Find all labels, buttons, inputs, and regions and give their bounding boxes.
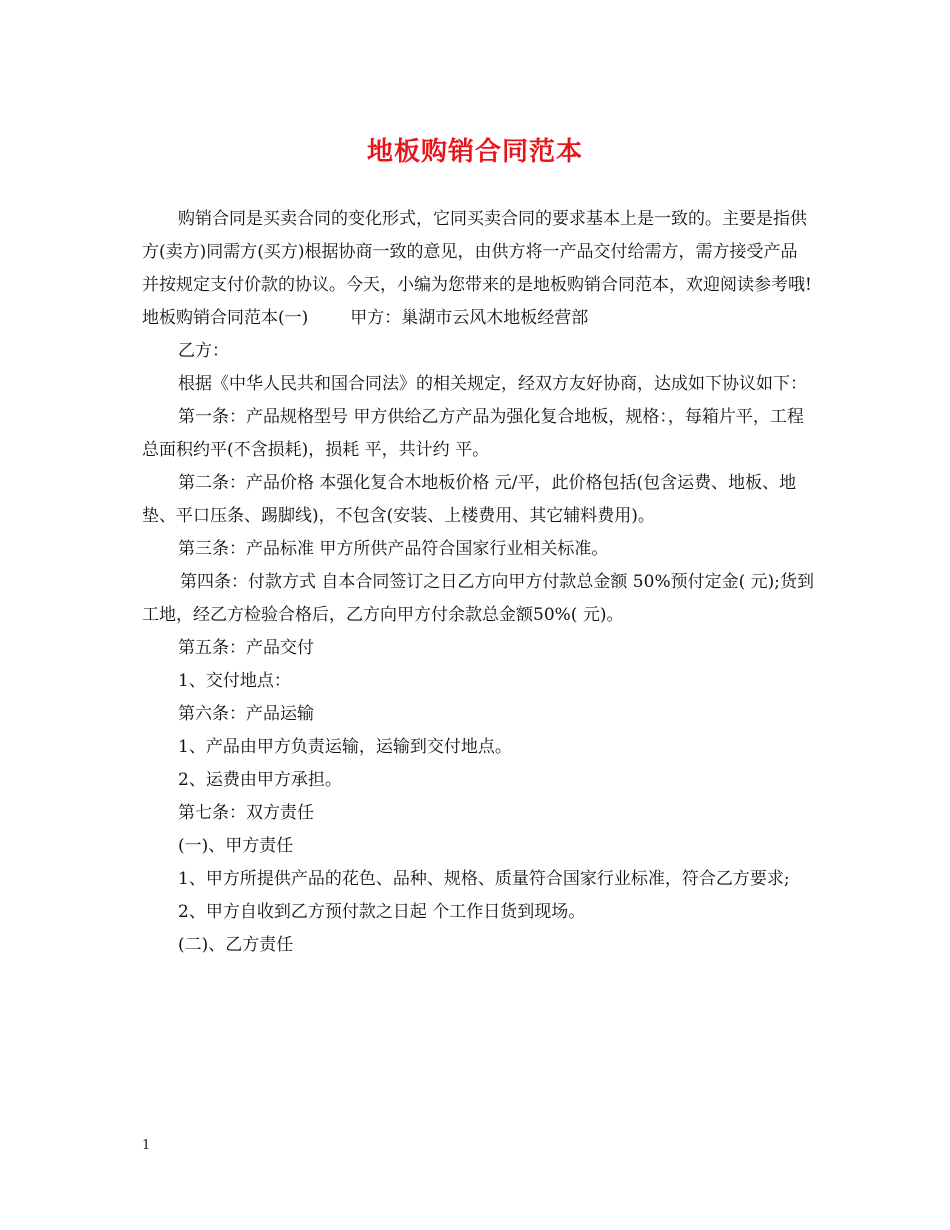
- article-7-section-1: (一)、甲方责任: [178, 836, 294, 856]
- party-a: 甲方：巢湖市云风木地板经营部: [350, 308, 589, 328]
- article-7-section-2: (二)、乙方责任: [178, 935, 294, 955]
- party-b: 乙方：: [178, 341, 229, 361]
- article-6-item-2: 2、运费由甲方承担。: [178, 770, 342, 790]
- article-5: 第五条：产品交付: [178, 638, 314, 658]
- basis-paragraph: 根据《中华人民共和国合同法》的相关规定，经双方友好协商，达成如下协议如下：: [178, 374, 807, 394]
- article-2: 第二条：产品价格 本强化复合木地板价格 元/平，此价格包括(包含运费、地板、地垫、平口压条、踢脚线)，不包含(安装、上楼费用、其它辅料费用)。: [142, 473, 797, 526]
- article-7-section-1-item-2: 2、甲方自收到乙方预付款之日起 个工作日货到现场。: [178, 902, 586, 922]
- document-title: 地板购销合同范本: [366, 137, 583, 167]
- article-6: 第六条：产品运输: [178, 704, 314, 724]
- page-number: 1: [142, 1138, 151, 1153]
- article-6-item-1: 1、产品由甲方负责运输，运输到交付地点。: [178, 737, 512, 757]
- contract-heading-line: [142, 302, 814, 335]
- article-7: 第七条：双方责任: [178, 803, 314, 823]
- article-3: 第三条：产品标准 甲方所供产品符合国家行业相关标准。: [178, 539, 609, 559]
- intro-paragraph: 购销合同是买卖合同的变化形式，它同买卖合同的要求基本上是一致的。主要是指供方(卖方)同需方(买方)根据协商一致的意见，由供方将一产品交付给需方，需方接受产品并按规定支付价款的协议。今天，小编为您带来的是地板购销合同范本，欢迎阅读参考哦!: [142, 209, 812, 295]
- article-4: 第四条：付款方式 自本合同签订之日乙方向甲方付款总金额 50%预付定金( 元);货到工地，经乙方检验合格后，乙方向甲方付余款总金额50%( 元)。: [142, 572, 814, 625]
- document-body: [142, 203, 814, 962]
- contract-heading: 地板购销合同范本(一): [142, 308, 309, 328]
- article-5-item-1: 1、交付地点：: [178, 671, 291, 691]
- article-7-section-1-item-1: 1、甲方所提供产品的花色、品种、规格、质量符合国家行业标准，符合乙方要求;: [178, 869, 790, 889]
- article-1: 第一条：产品规格型号 甲方供给乙方产品为强化复合地板，规格：，每箱片平，工程总面积约平(不含损耗)，损耗 平，共计约 平。: [142, 407, 804, 460]
